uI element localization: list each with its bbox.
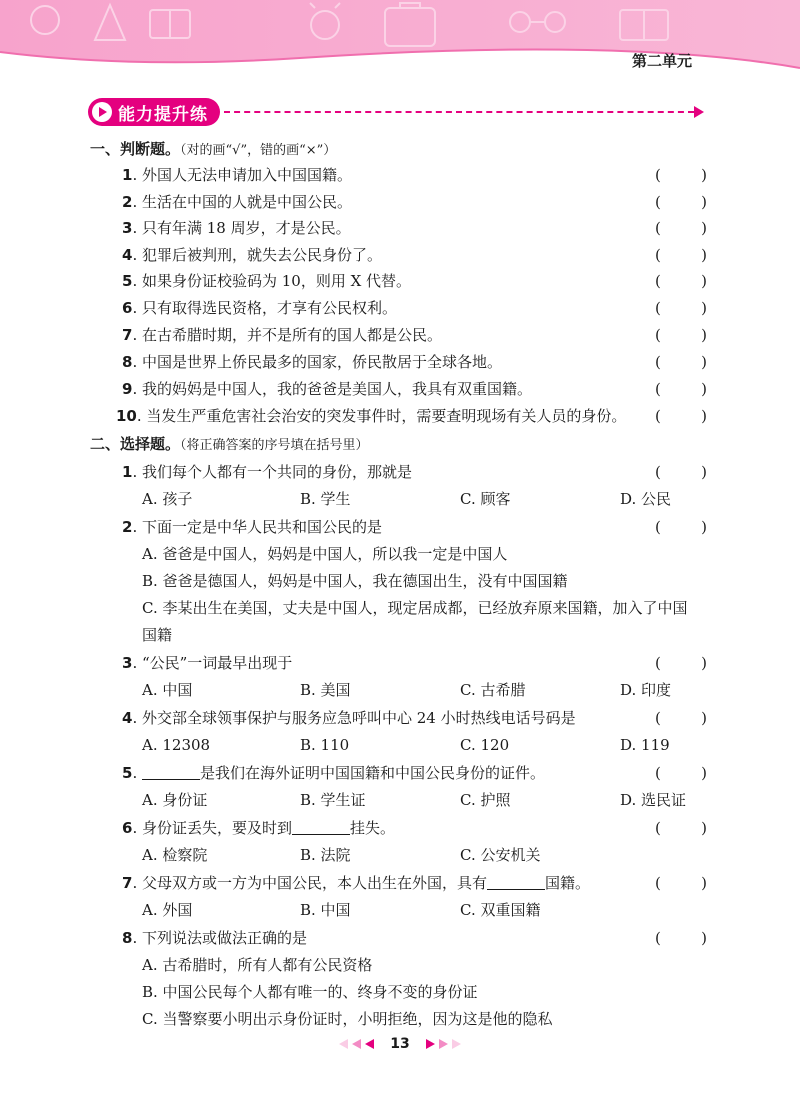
choice-question: 5. 是我们在海外证明中国国籍和中国公民身份的证件。 ( ): [0, 760, 800, 786]
option-a[interactable]: A. 中国: [142, 681, 193, 699]
section1-hint: （对的画“√”，错的画“×”）: [180, 143, 337, 158]
answer-paren[interactable]: ( ): [655, 874, 707, 892]
option-a[interactable]: A. 外国: [142, 901, 193, 919]
choice-option-row: [0, 541, 800, 567]
option-c[interactable]: C. 当警察要小明出示身份证时，小明拒绝，因为这是他的隐私: [142, 1010, 553, 1028]
option-d[interactable]: D. 公民: [620, 490, 672, 508]
judge-item: 6. 只有取得选民资格，才享有公民权利。 ( ): [0, 295, 800, 321]
choice-option-row: [0, 952, 800, 978]
judge-item: 5. 如果身份证校验码为 10，则用 X 代替。 ( ): [0, 268, 800, 294]
right-arrow-icon: [452, 1039, 461, 1049]
option-c[interactable]: C. 120: [460, 736, 510, 754]
choice-question: 7. 父母双方或一方为中国公民，本人出生在外国，具有 国籍。 ( ): [0, 870, 800, 896]
choice-question: 8. 下列说法或做法正确的是 ( ): [0, 925, 800, 951]
option-d[interactable]: D. 印度: [620, 681, 672, 699]
fill-blank[interactable]: [292, 818, 350, 835]
answer-paren[interactable]: ( ): [655, 819, 707, 837]
choice-question: 6. 身份证丢失，要及时到 挂失。 ( ): [0, 815, 800, 841]
answer-paren[interactable]: ( ): [655, 654, 707, 672]
choice-question: 3. “公民”一词最早出现于 ( ): [0, 650, 800, 676]
judge-item: 1. 外国人无法申请加入中国国籍。 ( ): [0, 162, 800, 188]
right-arrow-icon: [439, 1039, 448, 1049]
answer-paren[interactable]: ( ): [655, 272, 707, 290]
fill-blank[interactable]: [142, 763, 200, 780]
header-band: [0, 0, 800, 95]
answer-paren[interactable]: ( ): [655, 518, 707, 536]
choice-question: 1. 我们每个人都有一个共同的身份，那就是 ( ): [0, 459, 800, 485]
judge-item: 10. 当发生严重危害社会治安的突发事件时，需要查明现场有关人员的身份。 ( ): [0, 403, 800, 429]
answer-paren[interactable]: ( ): [655, 709, 707, 727]
choice-options: [0, 486, 800, 512]
section-banner: [88, 98, 694, 126]
section2-title: 二、选择题。（将正确答案的序号填在括号里）: [90, 435, 369, 453]
choice-options: [0, 897, 800, 923]
choice-question: 2. 下面一定是中华人民共和国公民的是 ( ): [0, 514, 800, 540]
choice-options: [0, 842, 800, 868]
option-b[interactable]: B. 法院: [300, 846, 351, 864]
answer-paren[interactable]: ( ): [655, 299, 707, 317]
option-d[interactable]: D. 119: [620, 736, 670, 754]
choice-options: [0, 732, 800, 758]
option-c[interactable]: C. 古希腊: [460, 681, 526, 699]
judge-item: 9. 我的妈妈是中国人，我的爸爸是美国人，我具有双重国籍。 ( ): [0, 376, 800, 402]
option-c[interactable]: C. 顾客: [460, 490, 511, 508]
section2-hint: （将正确答案的序号填在括号里）: [180, 438, 369, 453]
answer-paren[interactable]: ( ): [655, 326, 707, 344]
option-a[interactable]: A. 爸爸是中国人，妈妈是中国人，所以我一定是中国人: [142, 545, 508, 563]
option-b[interactable]: B. 学生: [300, 490, 351, 508]
option-a[interactable]: A. 身份证: [142, 791, 208, 809]
page-number: 13: [390, 1036, 410, 1052]
left-arrow-icon: [365, 1039, 374, 1049]
banner-title: 能力提升练: [118, 104, 208, 125]
answer-paren[interactable]: ( ): [655, 380, 707, 398]
option-b[interactable]: B. 中国: [300, 901, 351, 919]
option-c[interactable]: C. 护照: [460, 791, 511, 809]
option-d[interactable]: D. 选民证: [620, 791, 687, 809]
left-arrow-icon: [339, 1039, 348, 1049]
answer-paren[interactable]: ( ): [655, 929, 707, 947]
choice-option-row: [0, 1006, 800, 1032]
option-a[interactable]: A. 12308: [142, 736, 211, 754]
answer-paren[interactable]: ( ): [655, 353, 707, 371]
left-arrow-icon: [352, 1039, 361, 1049]
option-a[interactable]: A. 检察院: [142, 846, 208, 864]
option-b[interactable]: B. 中国公民每个人都有唯一的、终身不变的身份证: [142, 983, 478, 1001]
answer-paren[interactable]: ( ): [655, 246, 707, 264]
answer-paren[interactable]: ( ): [655, 407, 707, 425]
unit-label: 第二单元: [631, 52, 692, 70]
right-arrow-icon: [426, 1039, 435, 1049]
option-b[interactable]: B. 110: [300, 736, 350, 754]
fill-blank[interactable]: [487, 873, 545, 890]
judge-item: 3. 只有年满 18 周岁，才是公民。 ( ): [0, 215, 800, 241]
judge-item: 7. 在古希腊时期，并不是所有的国人都是公民。 ( ): [0, 322, 800, 348]
option-a[interactable]: A. 古希腊时，所有人都有公民资格: [142, 956, 373, 974]
option-b[interactable]: B. 美国: [300, 681, 351, 699]
choice-option-row: [0, 622, 800, 648]
option-c[interactable]: C. 公安机关: [460, 846, 541, 864]
judge-item: 8. 中国是世界上侨民最多的国家，侨民散居于全球各地。 ( ): [0, 349, 800, 375]
play-icon: [92, 102, 112, 122]
banner-badge: [88, 98, 220, 126]
choice-options: [0, 677, 800, 703]
option-b[interactable]: B. 爸爸是德国人，妈妈是中国人，我在德国出生，没有中国国籍: [142, 572, 568, 590]
answer-paren[interactable]: ( ): [655, 463, 707, 481]
choice-option-row: [0, 568, 800, 594]
judge-item: 4. 犯罪后被判刑，就失去公民身份了。 ( ): [0, 242, 800, 268]
choice-option-row: [0, 595, 800, 621]
answer-paren[interactable]: ( ): [655, 219, 707, 237]
choice-question: 4. 外交部全球领事保护与服务应急呼叫中心 24 小时热线电话号码是 ( ): [0, 705, 800, 731]
option-c-continued: 国籍: [142, 626, 173, 644]
choice-options: [0, 787, 800, 813]
option-c[interactable]: C. 李某出生在美国，丈夫是中国人，现定居成都，已经放弃原来国籍，加入了中国: [142, 599, 688, 617]
judge-item: 2. 生活在中国的人就是中国公民。 ( ): [0, 189, 800, 215]
option-c[interactable]: C. 双重国籍: [460, 901, 541, 919]
section1-title: 一、判断题。（对的画“√”，错的画“×”）: [90, 140, 337, 158]
answer-paren[interactable]: ( ): [655, 193, 707, 211]
page-footer: [0, 1032, 800, 1056]
answer-paren[interactable]: ( ): [655, 166, 707, 184]
option-b[interactable]: B. 学生证: [300, 791, 366, 809]
choice-option-row: [0, 979, 800, 1005]
option-a[interactable]: A. 孩子: [142, 490, 193, 508]
answer-paren[interactable]: ( ): [655, 764, 707, 782]
dashed-arrow-line: [224, 111, 694, 113]
